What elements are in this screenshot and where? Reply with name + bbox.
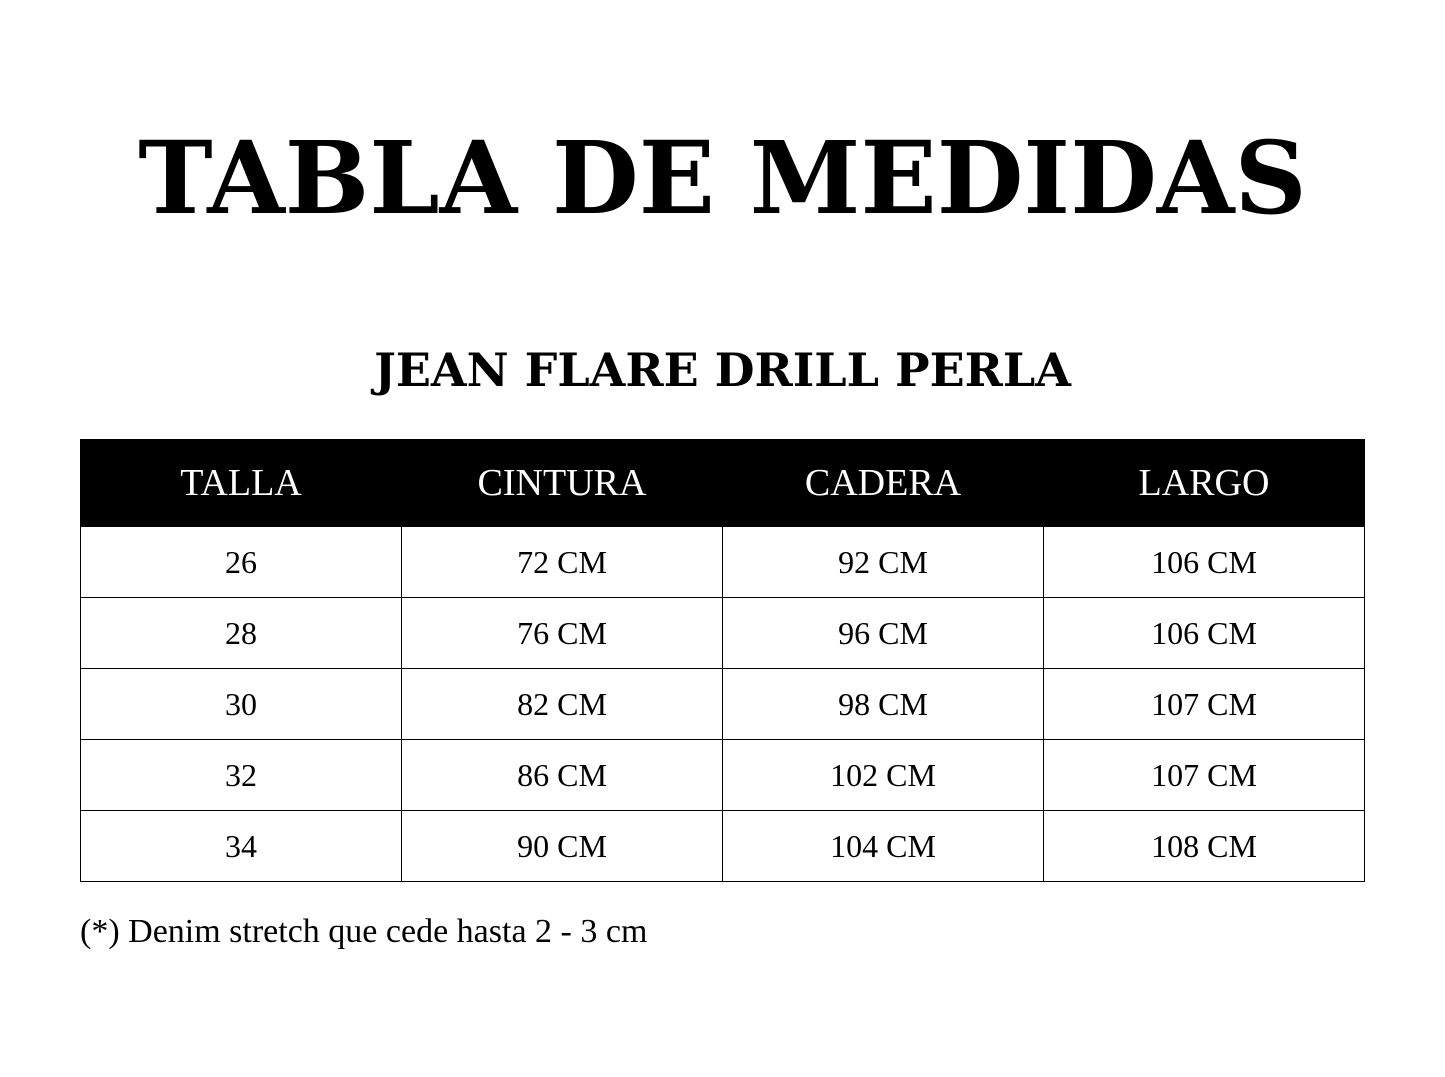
cell-cadera: 96 CM [723, 598, 1044, 669]
cell-talla: 30 [81, 669, 402, 740]
table-row [81, 669, 1365, 740]
cell-cadera: 98 CM [723, 669, 1044, 740]
header-talla: TALLA [81, 440, 402, 527]
cell-largo: 108 CM [1044, 811, 1365, 882]
cell-cadera: 102 CM [723, 740, 1044, 811]
size-table [80, 439, 1365, 882]
cell-cintura: 82 CM [402, 669, 723, 740]
product-name: JEAN FLARE DRILL PERLA [374, 343, 1071, 397]
header-largo: LARGO [1044, 440, 1365, 527]
table-row [81, 598, 1365, 669]
cell-cintura: 72 CM [402, 527, 723, 598]
cell-talla: 26 [81, 527, 402, 598]
cell-largo: 107 CM [1044, 740, 1365, 811]
cell-talla: 34 [81, 811, 402, 882]
table-row [81, 740, 1365, 811]
cell-cintura: 86 CM [402, 740, 723, 811]
page-title: TABLA DE MEDIDAS [138, 119, 1307, 237]
cell-cadera: 104 CM [723, 811, 1044, 882]
cell-cintura: 76 CM [402, 598, 723, 669]
cell-largo: 106 CM [1044, 527, 1365, 598]
footnote: (*) Denim stretch que cede hasta 2 - 3 cm [80, 913, 648, 950]
header-cadera: CADERA [723, 440, 1044, 527]
cell-talla: 28 [81, 598, 402, 669]
cell-largo: 106 CM [1044, 598, 1365, 669]
cell-cintura: 90 CM [402, 811, 723, 882]
table-row [81, 527, 1365, 598]
header-cintura: CINTURA [402, 440, 723, 527]
cell-cadera: 92 CM [723, 527, 1044, 598]
table-header-row [81, 440, 1365, 527]
cell-talla: 32 [81, 740, 402, 811]
cell-largo: 107 CM [1044, 669, 1365, 740]
table-row [81, 811, 1365, 882]
